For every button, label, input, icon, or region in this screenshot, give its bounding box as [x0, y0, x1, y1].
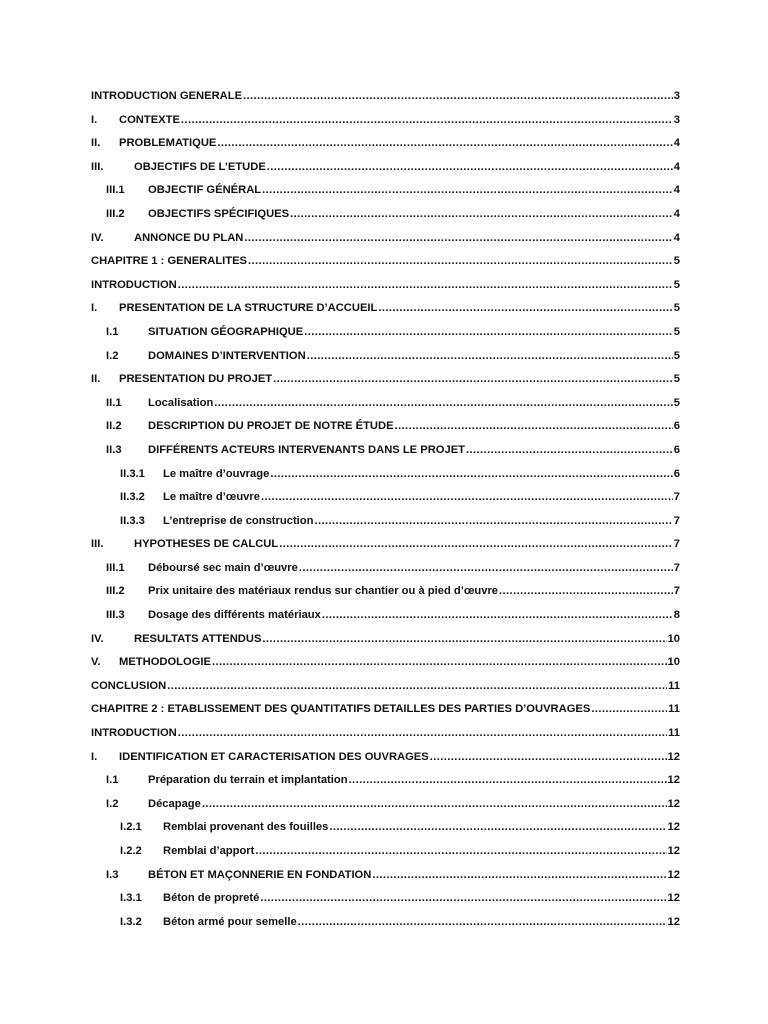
dot-leader	[244, 227, 672, 251]
toc-entry-page-number: 12	[667, 868, 680, 881]
toc-entry-title: DESCRIPTION DU PROJET DE NOTRE ÉTUDE	[148, 420, 394, 433]
toc-entry-title: ANNONCE DU PLAN	[134, 231, 244, 244]
toc-entry[interactable]	[91, 156, 680, 180]
toc-entry-number: III.1	[106, 184, 125, 197]
toc-entry[interactable]	[91, 486, 680, 510]
toc-entry-title: CONTEXTE	[119, 113, 180, 126]
toc-entry-number: I.1	[106, 774, 119, 787]
toc-entry-number: I.3.1	[120, 892, 142, 905]
dot-leader	[349, 769, 667, 793]
toc-entry-page-number: 5	[673, 302, 680, 315]
toc-entry-title: BÉTON ET MAÇONNERIE EN FONDATION	[148, 868, 372, 881]
toc-entry-number: I.	[91, 113, 98, 126]
toc-entry-title: INTRODUCTION	[91, 727, 177, 740]
toc-entry[interactable]	[91, 368, 680, 392]
dot-leader	[395, 415, 673, 439]
toc-entry-number: II.1	[106, 396, 122, 409]
toc-entry-page-number: 6	[673, 420, 680, 433]
dot-leader	[273, 368, 673, 392]
dot-leader	[178, 274, 673, 298]
toc-entry-page-number: 7	[673, 514, 680, 527]
toc-entry-number: I.2.1	[120, 821, 142, 834]
toc-entry[interactable]	[91, 85, 680, 109]
toc-entry-page-number: 7	[673, 491, 680, 504]
toc-entry-page-number: 10	[667, 632, 680, 645]
toc-entry[interactable]	[91, 887, 680, 911]
toc-entry[interactable]	[91, 911, 680, 935]
dot-leader	[298, 911, 667, 935]
toc-entry-page-number: 11	[668, 727, 680, 740]
toc-entry-title: OBJECTIFS DE L’ETUDE	[134, 160, 266, 173]
dot-leader	[262, 628, 666, 652]
dot-leader	[267, 156, 673, 180]
toc-entry-number: II.3.1	[120, 467, 145, 480]
toc-entry-page-number: 4	[673, 160, 680, 173]
toc-entry[interactable]	[91, 510, 680, 534]
toc-entry-page-number: 10	[667, 656, 680, 669]
toc-entry-number: I.	[91, 302, 98, 315]
toc-entry-number: IV.	[91, 632, 104, 645]
dot-leader	[181, 109, 673, 133]
toc-entry-page-number: 5	[673, 255, 680, 268]
dot-leader	[243, 85, 673, 109]
toc-entry-number: I.3	[106, 868, 119, 881]
toc-entry-number: II.2	[106, 420, 122, 433]
dot-leader	[329, 816, 666, 840]
toc-entry-title: Dosage des différents matériaux	[148, 609, 321, 622]
dot-leader	[307, 345, 673, 369]
toc-entry-title: L’entreprise de construction	[163, 514, 314, 527]
toc-entry-title: IDENTIFICATION ET CARACTERISATION DES OUVRAGES	[119, 750, 429, 763]
toc-entry-number: III.2	[106, 585, 125, 598]
toc-entry-page-number: 12	[667, 845, 680, 857]
toc-entry-page-number: 3	[673, 113, 680, 126]
toc-entry[interactable]	[91, 628, 680, 652]
toc-entry-title: INTRODUCTION	[91, 278, 177, 291]
dot-leader	[255, 840, 666, 864]
toc-entry-page-number: 7	[673, 561, 680, 574]
dot-leader	[202, 793, 667, 817]
toc-entry-title: DOMAINES D’INTERVENTION	[148, 349, 306, 362]
toc-entry-title: Déboursé sec main d’œuvre	[148, 561, 298, 574]
toc-entry-number: III.1	[106, 561, 125, 574]
toc-entry[interactable]	[91, 769, 680, 793]
toc-entry-page-number: 11	[668, 679, 680, 692]
dot-leader	[279, 533, 673, 557]
toc-entry-number: I.2	[106, 797, 119, 810]
dot-leader	[290, 203, 673, 227]
toc-entry-title: INTRODUCTION GENERALE	[91, 90, 243, 102]
dot-leader	[262, 179, 673, 203]
toc-entry-page-number: 7	[673, 538, 680, 551]
toc-entry[interactable]	[91, 109, 680, 133]
toc-entry-page-number: 4	[673, 231, 680, 244]
toc-entry-page-number: 5	[673, 278, 680, 291]
toc-entry-title: Remblai d’apport	[163, 845, 255, 857]
toc-entry-title: Remblai provenant des fouilles	[163, 821, 329, 834]
toc-entry-number: III.3	[106, 609, 125, 622]
dot-leader	[217, 132, 672, 156]
toc-entry-page-number: 5	[673, 349, 680, 362]
toc-entry-number: I.1	[106, 325, 119, 338]
toc-entry[interactable]	[91, 580, 680, 604]
toc-entry-number: I.	[91, 750, 98, 763]
toc-entry-title: METHODOLOGIE	[119, 656, 211, 669]
toc-entry-number: III.2	[106, 207, 125, 220]
dot-leader	[214, 392, 672, 416]
toc-entry-title: CONCLUSION	[91, 679, 167, 692]
toc-entry[interactable]	[91, 864, 680, 888]
dot-leader	[466, 439, 673, 463]
toc-entry[interactable]	[91, 227, 680, 251]
toc-entry[interactable]	[91, 415, 680, 439]
toc-entry[interactable]	[91, 698, 680, 722]
toc-entry-page-number: 5	[673, 325, 680, 338]
toc-entry[interactable]	[91, 675, 680, 699]
toc-entry[interactable]	[91, 392, 680, 416]
toc-entry-title: CHAPITRE 1 : GENERALITES	[91, 255, 248, 268]
toc-entry-number: IV.	[91, 231, 104, 244]
dot-leader	[167, 675, 667, 699]
toc-entry-title: Béton de propreté	[163, 892, 260, 905]
dot-leader	[591, 698, 667, 722]
toc-entry-title: CHAPITRE 2 : ETABLISSEMENT DES QUANTITATIFS DETAILLES DES PARTIES D’OUVRAGES	[91, 703, 591, 716]
toc-entry-number: II.3.2	[120, 491, 145, 504]
toc-entry-page-number: 7	[673, 585, 680, 598]
toc-entry-title: PROBLEMATIQUE	[119, 137, 217, 150]
toc-entry[interactable]	[91, 179, 680, 203]
dot-leader	[299, 557, 673, 581]
toc-entry-page-number: 12	[667, 821, 680, 834]
toc-entry-title: HYPOTHESES DE CALCUL	[134, 538, 279, 551]
dot-leader	[322, 604, 673, 628]
toc-entry-page-number: 12	[667, 750, 680, 763]
toc-entry[interactable]	[91, 651, 680, 675]
toc-entry[interactable]	[91, 816, 680, 840]
toc-entry[interactable]	[91, 840, 680, 864]
toc-entry-title: Décapage	[148, 797, 201, 810]
dot-leader	[270, 463, 672, 487]
toc-entry-number: II.3	[106, 443, 122, 456]
toc-entry-page-number: 12	[667, 915, 680, 928]
toc-entry[interactable]	[91, 297, 680, 321]
toc-entry-title: Le maître d’ouvrage	[163, 467, 270, 480]
toc-entry-page-number: 12	[667, 797, 680, 810]
dot-leader	[178, 722, 667, 746]
toc-entry-title: Localisation	[148, 396, 214, 409]
toc-entry-page-number: 12	[667, 774, 680, 787]
toc-entry-page-number: 8	[673, 609, 680, 622]
toc-entry[interactable]	[91, 793, 680, 817]
dot-leader	[499, 580, 673, 604]
toc-entry[interactable]	[91, 274, 680, 298]
toc-entry-page-number: 11	[668, 703, 680, 716]
toc-entry-number: II.3.3	[120, 514, 145, 527]
toc-entry[interactable]	[91, 557, 680, 581]
toc-entry-title: OBJECTIF GÉNÉRAL	[148, 184, 262, 197]
toc-entry-title: PRESENTATION DU PROJET	[119, 373, 273, 386]
dot-leader	[372, 864, 666, 888]
toc-entry-title: DIFFÉRENTS ACTEURS INTERVENANTS DANS LE PROJET	[148, 443, 466, 456]
toc-entry-number: III.	[91, 160, 104, 173]
dot-leader	[378, 297, 672, 321]
toc-entry-page-number: 3	[673, 90, 680, 102]
toc-entry-number: I.2.2	[120, 845, 142, 857]
toc-entry-page-number: 4	[673, 207, 680, 220]
toc-entry[interactable]	[91, 746, 680, 770]
toc-entry[interactable]	[91, 463, 680, 487]
toc-entry-title: OBJECTIFS SPÉCIFIQUES	[148, 207, 290, 220]
toc-entry[interactable]	[91, 132, 680, 156]
toc-entry-title: Préparation du terrain et implantation	[148, 774, 348, 787]
toc-entry[interactable]	[91, 722, 680, 746]
dot-leader	[261, 486, 673, 510]
toc-entry-page-number: 12	[667, 892, 680, 905]
toc-entry-title: Béton armé pour semelle	[163, 915, 297, 928]
toc-entry-page-number: 6	[673, 443, 680, 456]
toc-entry-page-number: 5	[673, 373, 680, 386]
toc-entry-number: II.	[91, 137, 101, 150]
toc-entry-page-number: 4	[673, 137, 680, 150]
toc-entry[interactable]	[91, 345, 680, 369]
toc-entry-page-number: 6	[673, 467, 680, 480]
toc-entry-page-number: 4	[673, 184, 680, 197]
toc-entry-page-number: 5	[673, 396, 680, 409]
toc-entry[interactable]	[91, 203, 680, 227]
toc-entry[interactable]	[91, 321, 680, 345]
toc-entry-title: RESULTATS ATTENDUS	[134, 632, 262, 645]
toc-entry-number: V.	[91, 656, 101, 669]
toc-entry[interactable]	[91, 250, 680, 274]
dot-leader	[304, 321, 673, 345]
table-of-contents	[91, 85, 680, 934]
toc-entry-title: Prix unitaire des matériaux rendus sur chantier ou à pied d’œuvre	[148, 585, 499, 598]
toc-entry[interactable]	[91, 439, 680, 463]
dot-leader	[430, 746, 667, 770]
dot-leader	[248, 250, 673, 274]
toc-entry[interactable]	[91, 533, 680, 557]
toc-entry-title: SITUATION GÉOGRAPHIQUE	[148, 325, 304, 338]
dot-leader	[314, 510, 672, 534]
toc-entry-title: Le maître d’œuvre	[163, 491, 260, 504]
dot-leader	[212, 651, 667, 675]
toc-entry-number: II.	[91, 373, 101, 386]
toc-entry-number: I.2	[106, 349, 119, 362]
toc-entry-title: PRESENTATION DE LA STRUCTURE D’ACCUEIL	[119, 302, 378, 315]
dot-leader	[260, 887, 666, 911]
toc-entry[interactable]	[91, 604, 680, 628]
toc-entry-number: III.	[91, 538, 104, 551]
toc-entry-number: I.3.2	[120, 915, 142, 928]
